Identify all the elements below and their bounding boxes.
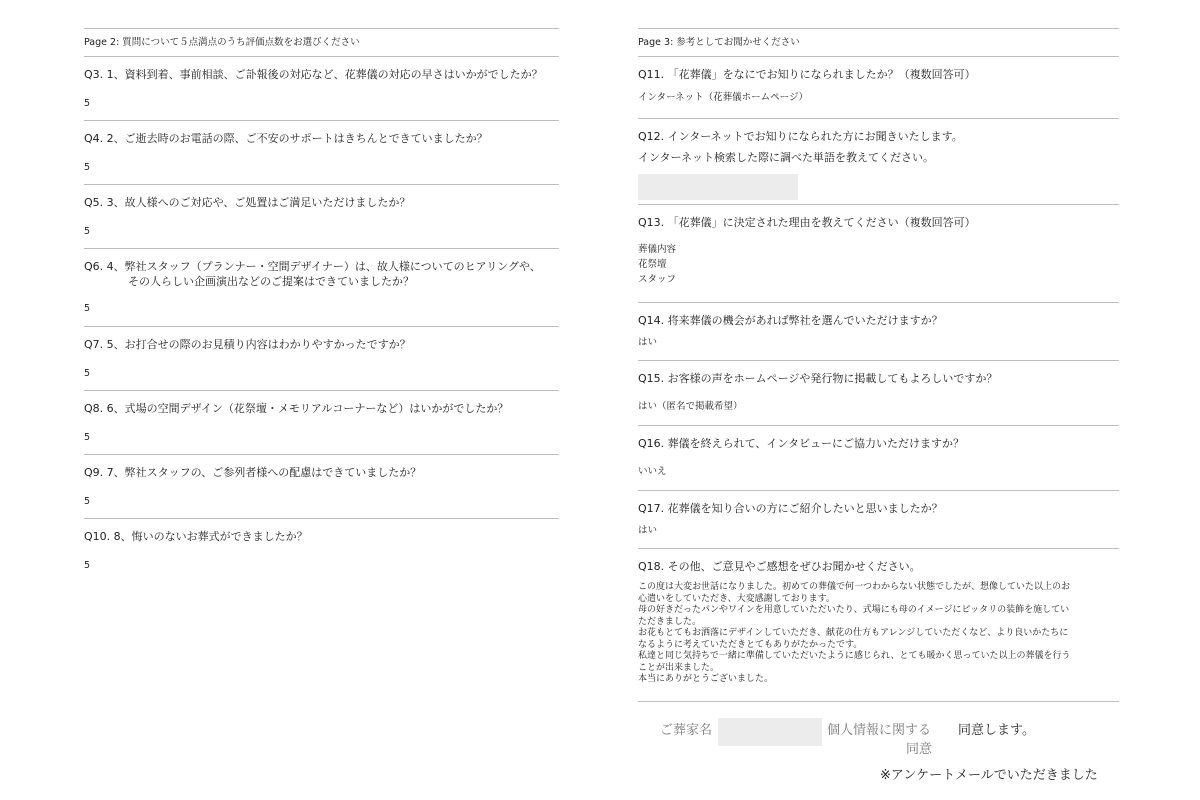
- question-q18: [638, 549, 1119, 702]
- question-text: Q17. 花葬儀を知り合いの方にご紹介したいと思いましたか？: [638, 502, 943, 515]
- question-text: Q8. 6、式場の空間デザイン（花祭壇・メモリアルコーナーなど）はいかがでしたか？: [84, 402, 509, 415]
- comment-line: ことが出来ました。: [638, 662, 720, 673]
- family-name-label: ご葬家名: [660, 723, 713, 738]
- answer-value: 5: [84, 98, 91, 109]
- question-q15: [638, 361, 1119, 426]
- answer-value: いいえ: [638, 466, 667, 477]
- question-text: Q10. 8、悔いのないお葬式ができましたか？: [84, 530, 308, 543]
- page3-column: [638, 28, 1119, 702]
- answer-list: [638, 242, 676, 287]
- page2-column: [84, 28, 559, 582]
- question-text: Q7. 5、お打合せの際のお見積り内容はわかりやすかったですか？: [84, 338, 411, 351]
- privacy-consent-value: 同意します。: [958, 723, 1035, 738]
- question-text: Q16. 葬儀を終えられて、インタビューにご協力いただけますか？: [638, 437, 964, 450]
- question-q11: [638, 57, 1119, 119]
- comment-line: 母の好きだったパンやワインを用意していただいたり、式場にも母のイメージにピッタリの装飾を施してい: [638, 605, 1070, 615]
- question-text-line2: その人らしい企画演出などのご提案はできていましたか？: [128, 275, 414, 288]
- answer-item: スタッフ: [638, 274, 677, 285]
- question-q14: [638, 303, 1119, 361]
- question-text: Q15. お客様の声をホームページや発行物に掲載してもよろしいですか？: [638, 372, 998, 385]
- question-q6: [84, 249, 559, 327]
- answer-value: はい: [638, 337, 658, 348]
- answer-value: はい: [638, 525, 658, 536]
- question-q10: [84, 519, 559, 582]
- question-q16: [638, 426, 1119, 491]
- privacy-consent-label-line2: 同意: [906, 742, 933, 757]
- comment-line: なるように考えていただきとてもありがたかったです。: [638, 639, 863, 650]
- privacy-consent-label-line1: 個人情報に関する: [827, 723, 932, 738]
- answer-value: 5: [84, 303, 91, 314]
- answer-value: 5: [84, 560, 91, 571]
- comment-line: 心遣いをしていただき、大変感謝しております。: [638, 593, 835, 604]
- answer-value: インターネット（花葬儀ホームページ）: [638, 92, 808, 103]
- answer-value: はい（匿名で掲載希望）: [638, 401, 743, 412]
- question-text: Q13. 「花葬儀」に決定された理由を教えてください（複数回答可）: [638, 216, 976, 229]
- question-q9: [84, 455, 559, 519]
- question-q4: [84, 121, 559, 185]
- question-text-line2: インターネット検索した際に調べた単語を教えてください。: [638, 151, 935, 164]
- answer-item: 葬儀内容: [638, 244, 677, 255]
- question-q8: [84, 391, 559, 455]
- question-q13: [638, 205, 1119, 303]
- footer: [660, 716, 1120, 796]
- page2-header: Page 2: 質問について５点満点のうち評価点数をお選びください: [84, 28, 559, 57]
- question-text-line1: Q6. 4、弊社スタッフ（プランナー・空間デザイナー）は、故人様についてのヒアリングや、: [84, 260, 541, 273]
- page3-header: Page 3: 参考としてお聞かせください: [638, 28, 1119, 57]
- comment-line: お花もとてもお洒落にデザインしていただき、献花の仕方もアレンジしていただくなど、より良いかたちに: [638, 628, 1069, 638]
- question-text: Q5. 3、故人様へのご対応や、ご処置はご満足いただけましたか？: [84, 196, 411, 209]
- survey-source-note: ※アンケートメールでいただきました: [880, 768, 1098, 783]
- question-text: Q3. 1、資料到着、事前相談、ご訃報後の対応など、花葬儀の対応の早さはいかがでしたか？: [84, 68, 543, 81]
- answer-field-empty: [638, 174, 798, 200]
- question-text: Q4. 2、ご逝去時のお電話の際、ご不安のサポートはきちんとできていましたか？: [84, 132, 488, 145]
- comment-line: 私達と同じ気持ちで一緒に準備していただいたように感じられ、とても暖かく思っていた以上の葬儀を行う: [638, 651, 1071, 661]
- answer-value: 5: [84, 496, 91, 507]
- question-q17: [638, 491, 1119, 549]
- free-comment: [638, 582, 1070, 686]
- question-text: Q18. その他、ご意見やご感想をぜひお聞かせください。: [638, 560, 921, 573]
- answer-value: 5: [84, 368, 91, 379]
- question-q7: [84, 327, 559, 391]
- question-text-line1: Q12. インターネットでお知りになられた方にお聞きいたします。: [638, 130, 963, 143]
- comment-line: この度は大変お世話になりました。初めての葬儀で何一つわからない状態でしたが、想像していた以上のお: [638, 582, 1071, 592]
- question-q5: [84, 185, 559, 249]
- answer-value: 5: [84, 226, 91, 237]
- answer-item: 花祭壇: [638, 259, 667, 270]
- question-q12: [638, 119, 1119, 205]
- question-q3: [84, 57, 559, 121]
- question-text: Q14. 将来葬儀の機会があれば弊社を選んでいただけますか？: [638, 314, 943, 327]
- comment-line: ただきました。: [638, 616, 702, 627]
- comment-line: 本当にありがとうございました。: [638, 674, 774, 684]
- question-text: Q9. 7、弊社スタッフの、ご参列者様への配慮はできていましたか？: [84, 466, 422, 479]
- answer-value: 5: [84, 162, 91, 173]
- answer-value: 5: [84, 432, 91, 443]
- family-name-field: [718, 718, 822, 746]
- question-text: Q11. 「花葬儀」をなにでお知りになられましたか？（複数回答可）: [638, 68, 976, 81]
